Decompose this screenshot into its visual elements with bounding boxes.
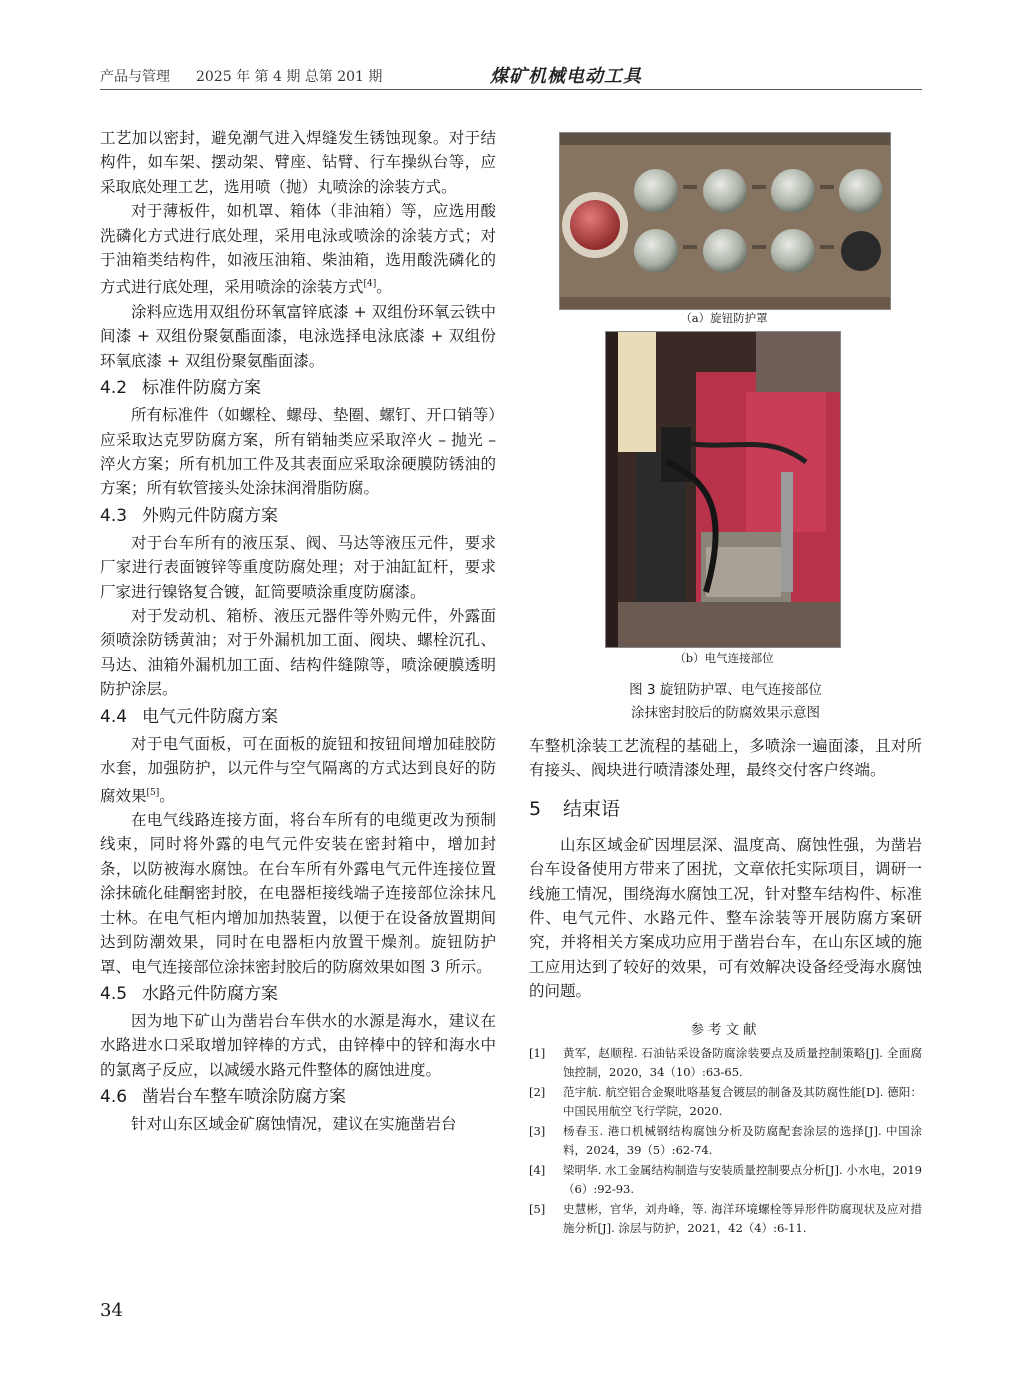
engine-electrical-image [606,332,840,647]
figure-knob-covers-photo [559,132,891,310]
right-column [529,734,922,1239]
section-heading-4-5: 4.5 水路元件防腐方案 [100,983,278,1004]
paragraph: 在电气线路连接方面，将台车所有的电缆更改为预制线束，同时将外露的电气元件安装在密封箱中，增加封条，以防被海水腐蚀。在台车所有外露电气元件连接位置涂抹硫化硅酮密封胶，在电器柜接线端子连接部位涂抹凡士林。在电气柜内增加加热装置，以便于在设备放置期间达到防潮效果，同时在电器柜内放置干燥剂。旋钮防护罩、电气连接部位涂抹密封胶后的防腐效果如图 3 所示。 [100,811,496,976]
page-number: 34 [100,1300,123,1321]
section-heading-4-6: 4.6 凿岩台车整车喷涂防腐方案 [100,1087,346,1108]
header-rule [100,89,922,90]
header-section: 产品与管理 [100,69,170,85]
paragraph: 对于电气面板，可在面板的旋钮和按钮间增加硅胶防水套，加强防护，以元件与空气隔离的方式达到良好的防腐效果[5]。 [100,734,496,805]
section-heading-4-4: 4.4 电气元件防腐方案 [100,706,278,727]
reference-item: [1] 黄军，赵顺程. 石油钻采设备防腐涂装要点及质量控制策略[J]. 全面腐蚀控制，2020，34（10）:63-65. [529,1045,922,1079]
page-header [100,62,922,87]
paragraph: 涂料应选用双组份环氧富锌底漆 + 双组份环氧云铁中间漆 + 双组份聚氨酯面漆，电泳选择电泳底漆 + 双组份环氧底漆 + 双组份聚氨酯面漆。 [100,303,496,370]
paragraph: 对于发动机、箱桥、液压元器件等外购元件，外露面须喷涂防锈黄油；对于外漏机加工面、阀块、螺栓沉孔、马达、油箱外漏机加工面、结构件缝隙等，喷涂硬膜透明防护涂层。 [100,607,496,699]
section-heading-5: 5 结束语 [529,797,621,820]
paragraph: 车整机涂装工艺流程的基础上，多喷涂一遍面漆，且对所有接头、阀块进行喷清漆处理，最终交付客户终端。 [529,737,922,780]
section-heading-4-2: 4.2 标准件防腐方案 [100,378,261,399]
knob-panel-image [560,133,890,309]
header-issue: 2025 年 第 4 期 总第 201 期 [196,69,383,85]
citation[interactable]: [5] [146,787,160,798]
reference-item: [2] 范宇航. 航空铝合金聚吡咯基复合镀层的制备及其防腐性能[D]. 德阳：中国民用航空飞行学院，2020. [529,1084,922,1118]
paragraph: 对于台车所有的液压泵、阀、马达等液压元件，要求厂家进行表面镀锌等重度防腐处理；对于油缸缸杆，要求厂家进行镍铬复合镀，缸筒要喷涂重度防腐漆。 [100,533,496,601]
references-list [529,1044,922,1238]
figure-caption-b: （b）电气连接部位 [674,651,774,665]
paragraph: 针对山东区域金矿腐蚀情况，建议在实施凿岩台 [131,1115,457,1134]
references-title: 参考文献 [690,1021,761,1038]
section-heading-4-3: 4.3 外购元件防腐方案 [100,505,278,526]
paragraph: 对于薄板件，如机罩、箱体（非油箱）等，应选用酸洗磷化方式进行底处理，采用电泳或喷涂的涂装方式；对于油箱类结构件，如液压油箱、柴油箱，选用酸洗磷化的方式进行底处理，采用喷涂的涂装方式[4]。 [100,202,496,297]
figure-title: 图 3 旋钮防护罩、电气连接部位 涂抹密封胶后的防腐效果示意图 [629,682,822,721]
paragraph: 所有标准件（如螺栓、螺母、垫圈、螺钉、开口销等）应采取达克罗防腐方案，所有销轴类应采取淬火 – 抛光 – 淬火方案；所有机加工件及其表面应采取涂硬膜防锈油的方案；所有软管接头处涂抹润滑脂防腐。 [100,406,496,498]
paragraph: 山东区域金矿因埋层深、温度高、腐蚀性强，为凿岩台车设备使用方带来了困扰，文章依托实际项目，调研一线施工情况，围绕海水腐蚀工况，针对整车结构件、标准件、电气元件、水路元件、整车涂装等开展防腐方案研究，并将相关方案成功应用于凿岩台车，在山东区域的施工应用达到了较好的效果，可有效解决设备经受海水腐蚀的问题。 [529,835,922,1001]
paragraph: 因为地下矿山为凿岩台车供水的水源是海水，建议在水路进水口采取增加锌棒的方式，由锌棒中的锌和海水中的氯离子反应，以减缓水路元件整体的腐蚀进度。 [100,1011,496,1079]
journal-logo: 煤矿机械电动工具 [490,66,642,87]
citation[interactable]: [4] [363,279,377,290]
paragraph: 工艺加以密封，避免潮气进入焊缝发生锈蚀现象。对于结构件，如车架、摆动架、臂座、钻臂、行车操纵台等，应采取底处理工艺，选用喷（抛）丸喷涂的涂装方式。 [100,129,496,196]
reference-item: [4] 梁明华. 水工金属结构制造与安装质量控制要点分析[J]. 小水电，2019（6）:92-93. [529,1162,922,1196]
figure-electrical-connection-photo [605,331,841,648]
reference-item: [3] 杨春玉. 港口机械钢结构腐蚀分析及防腐配套涂层的选择[J]. 中国涂料，2024，39（5）:62-74. [529,1123,922,1157]
left-column [100,126,496,1137]
figure-caption-a: （a）旋钮防护罩 [680,311,768,325]
reference-item: [5] 史慧彬，官华，刘舟峰，等. 海洋环境螺栓等异形件防腐现状及应对措施分析[J]. 涂层与防护，2021，42（4）:6-11. [529,1201,922,1235]
